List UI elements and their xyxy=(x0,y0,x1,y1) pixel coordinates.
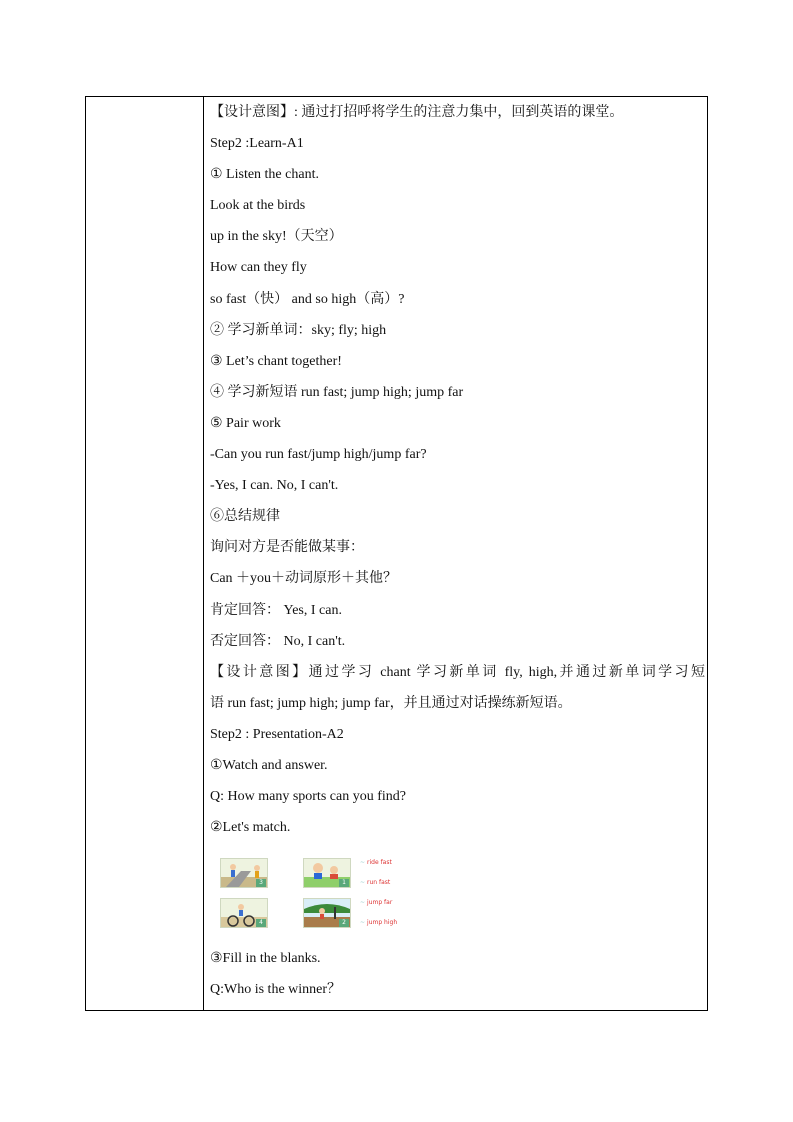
step-heading: Step2 :Learn-A1 xyxy=(210,136,304,152)
text-line: 肯定回答： Yes, I can. xyxy=(210,602,342,618)
lesson-content xyxy=(210,97,705,1005)
column-divider xyxy=(203,97,204,1010)
text-line: ① Listen the chant. xyxy=(210,167,319,183)
text-line: ⑤ Pair work xyxy=(210,415,281,431)
question-line: Q:Who is the winner？ xyxy=(210,982,342,998)
text-line: ④ 学习新短语 run fast; jump high; jump far xyxy=(210,384,464,400)
text-line: ③ Let’s chant together! xyxy=(210,353,342,369)
step-heading: Step2 : Presentation-A2 xyxy=(210,726,344,742)
sport-picture-ride xyxy=(220,898,268,928)
text-line: 否定回答： No, I can't. xyxy=(210,633,346,649)
text-line: ③Fill in the blanks. xyxy=(210,951,321,967)
dialogue-line: -Can you run fast/jump high/jump far? xyxy=(210,447,427,463)
chant-line: How can they fly xyxy=(210,260,307,276)
picture-badge: 1 xyxy=(339,879,349,887)
text-line: Can ＋you＋动词原形＋其他？ xyxy=(210,571,398,587)
design-intent-line: 【设计意图】通过学习 chant 学习新单词 fly, high,并通过新单词学习短 xyxy=(210,664,705,680)
design-intent-line: 语 run fast; jump high; jump far，并且通过对话操练新短语。 xyxy=(210,695,572,711)
text-line: 询问对方是否能做某事： xyxy=(210,540,364,556)
phrase-card: ~ ride fast xyxy=(360,859,392,866)
dialogue-line: -Yes, I can. No, I can't. xyxy=(210,478,339,494)
text-line: ② 学习新单词：sky; fly; high xyxy=(210,322,387,338)
phrase-card: ~ run fast xyxy=(360,879,390,886)
phrase-card: ~ jump high xyxy=(360,919,397,926)
design-intent-line: 【设计意图】: 通过打招呼将学生的注意力集中，回到英语的课堂。 xyxy=(210,105,624,120)
chant-line: up in the sky!（天空） xyxy=(210,229,343,245)
text-line: ①Watch and answer. xyxy=(210,757,328,773)
lesson-table xyxy=(85,96,708,1011)
sport-picture-run xyxy=(220,858,268,888)
picture-badge: 4 xyxy=(256,919,266,927)
text-line: ⑥总结规律 xyxy=(210,509,280,525)
picture-badge: 2 xyxy=(339,919,349,927)
chant-line: Look at the birds xyxy=(210,198,306,214)
match-exercise-images xyxy=(210,843,705,943)
text-line: ②Let's match. xyxy=(210,820,291,836)
chant-line: so fast（快） and so high（高）? xyxy=(210,291,405,307)
sport-picture-race xyxy=(303,858,351,888)
sport-picture-jump xyxy=(303,898,351,928)
question-line: Q: How many sports can you find? xyxy=(210,789,406,805)
picture-badge: 3 xyxy=(256,879,266,887)
phrase-card: ~ jump far xyxy=(360,899,392,906)
